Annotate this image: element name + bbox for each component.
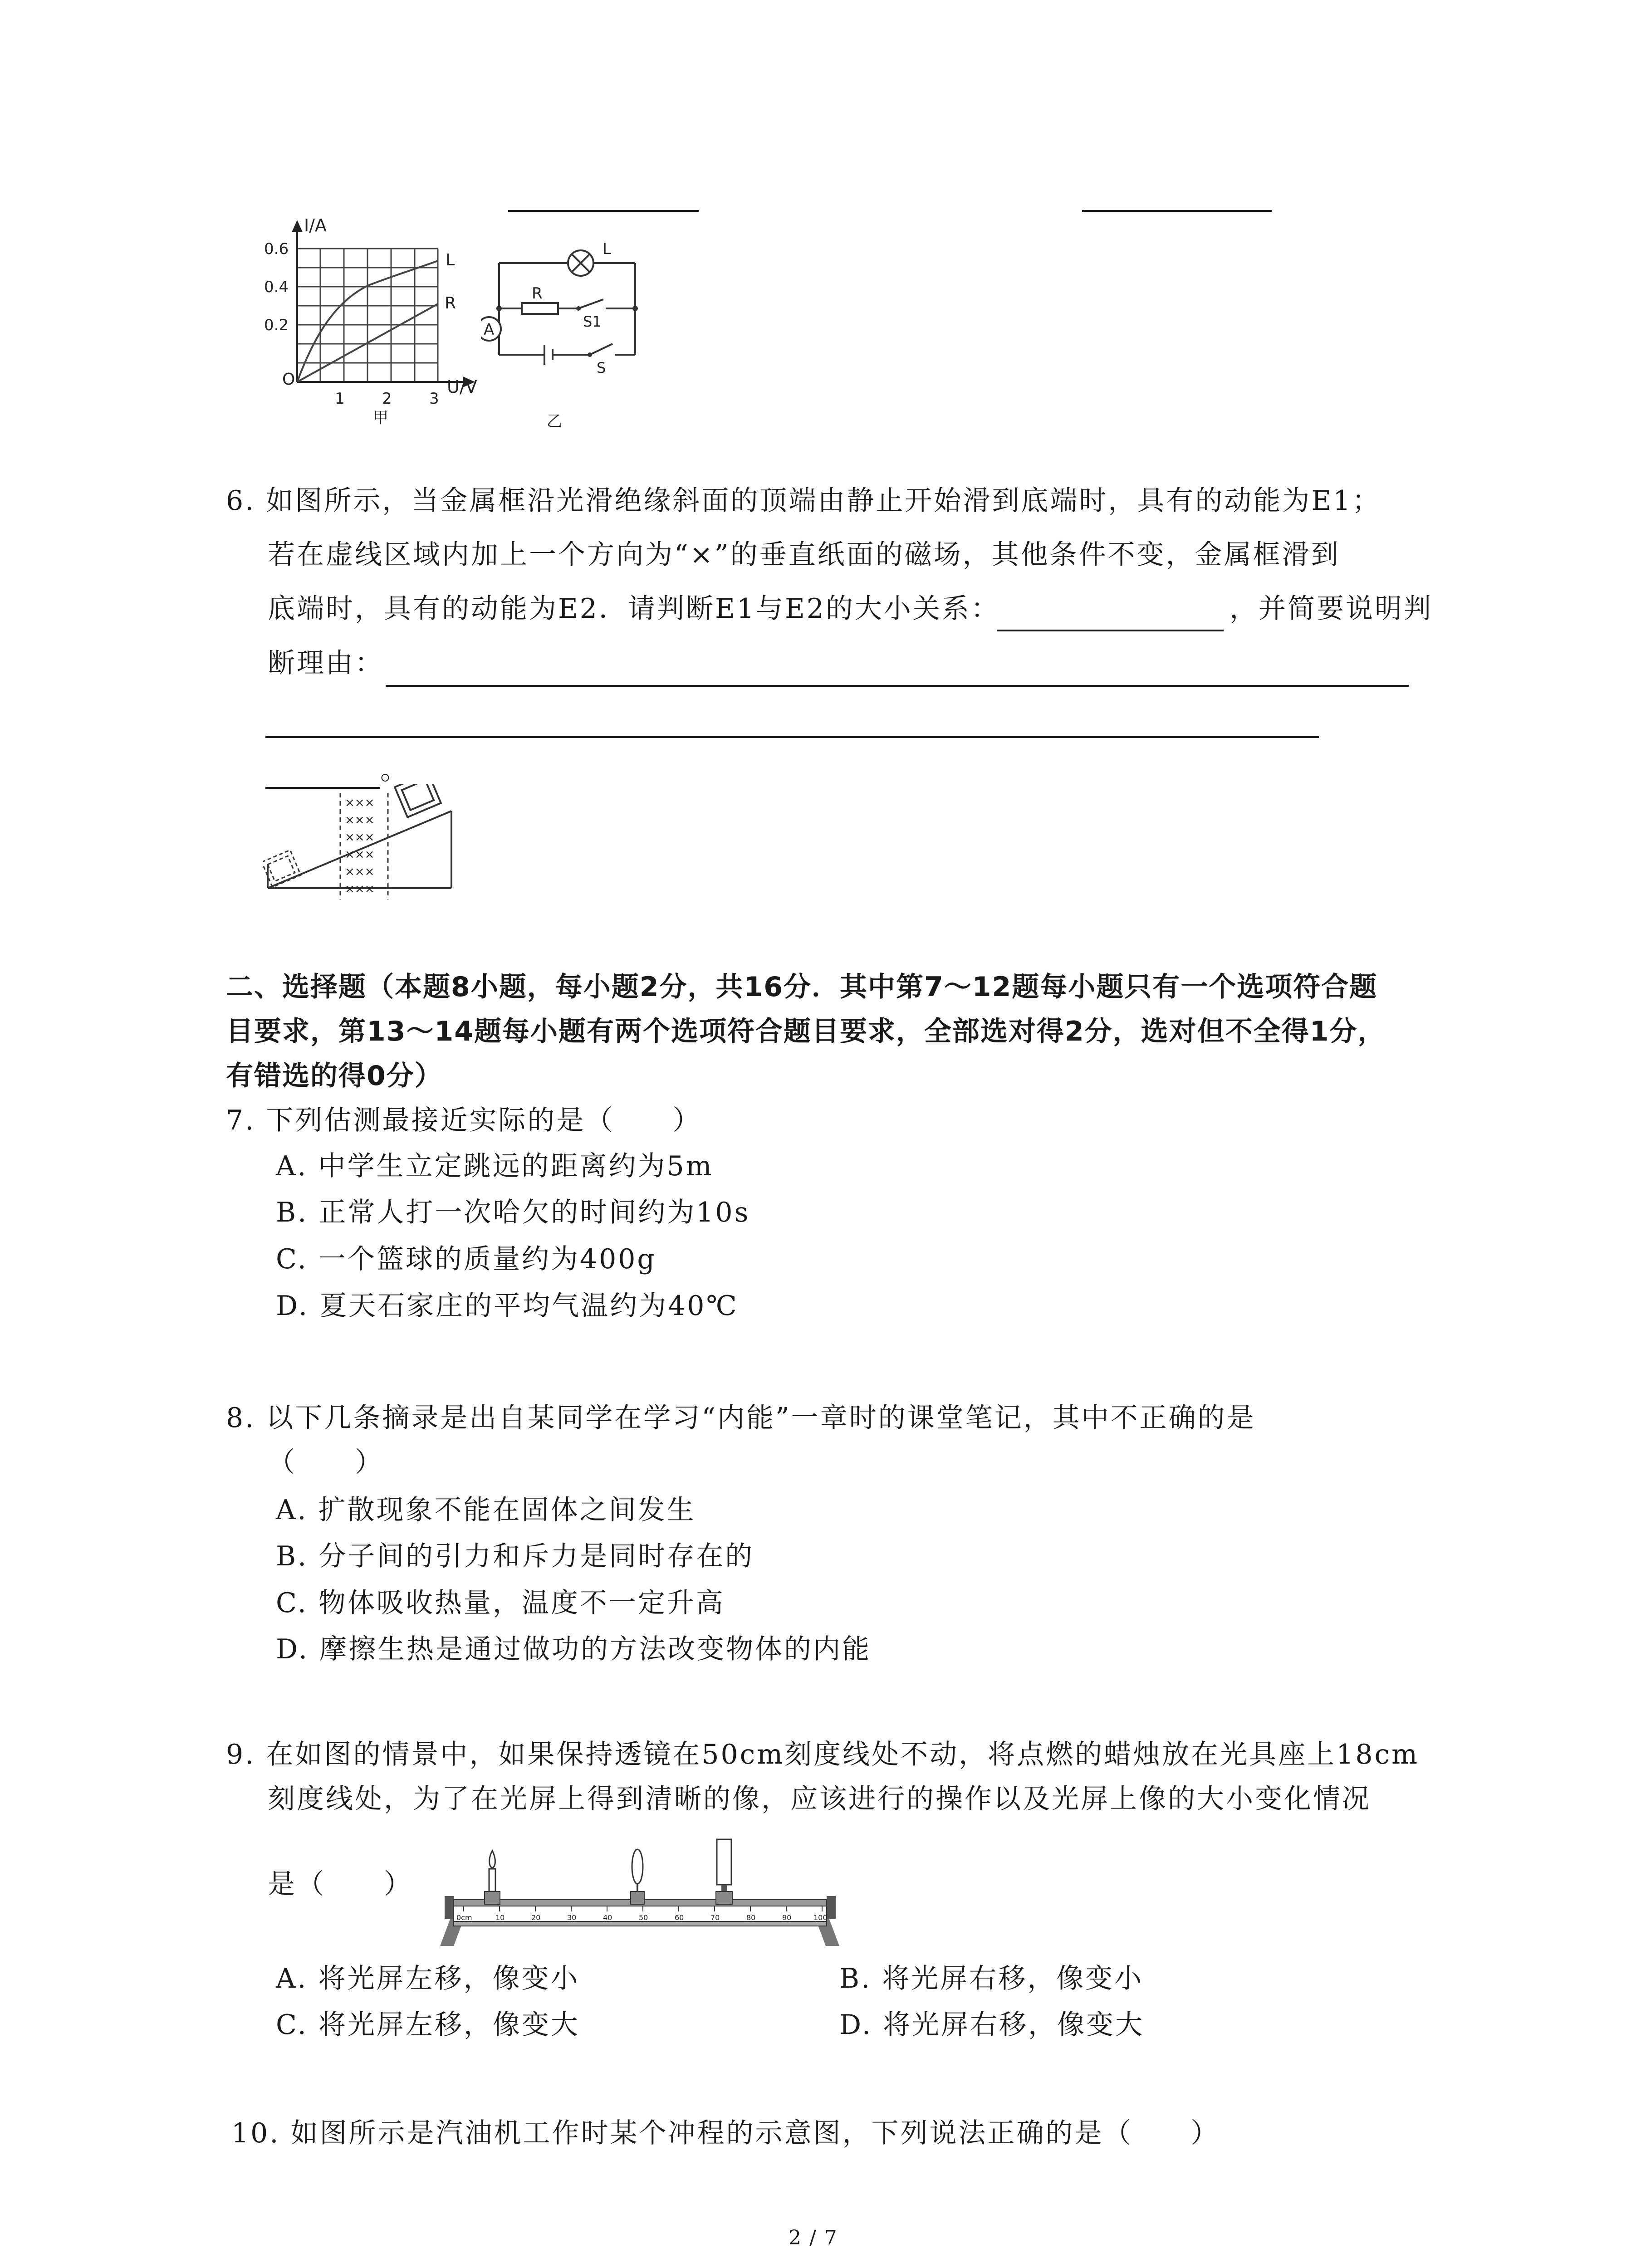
svg-text:×××: ××× (345, 831, 375, 844)
q6-line-1: 6. 如图所示，当金属框沿光滑绝缘斜面的顶端由静止开始滑到底端时，具有的动能为E1； (226, 485, 1381, 517)
q8-option-b: B. 分子间的引力和斥力是同时存在的 (276, 1540, 754, 1572)
graph-caption: 甲 (373, 409, 388, 426)
x-axis-label: U/V (447, 377, 477, 397)
section2-line-1: 二、选择题（本题8小题，每小题2分，共16分．其中第7～12题每小题只有一个选项符合题 (226, 971, 1378, 1003)
q6-reason-blank-2 (265, 736, 1319, 738)
x-tick-label: 2 (382, 390, 392, 408)
page-number: 2 / 7 (789, 2226, 838, 2249)
q6-line-3b: ，并简要说明判 (1230, 593, 1433, 625)
svg-text:20: 20 (531, 1913, 541, 1922)
q7-option-d: D. 夏天石家庄的平均气温约为40℃ (276, 1290, 739, 1322)
svg-text:30: 30 (567, 1913, 577, 1922)
svg-text:40: 40 (603, 1913, 612, 1922)
lens (631, 1849, 644, 1904)
svg-text:×××: ××× (345, 848, 375, 861)
svg-text:60: 60 (675, 1913, 684, 1922)
section2-line-3: 有错选的得0分） (226, 1060, 443, 1092)
q6-line-4: 断理由： (268, 647, 384, 679)
section2-line-2: 目要求，第13～14题每小题有两个选项符合题目要求，全部选对得2分，选对但不全得1分， (226, 1016, 1386, 1047)
q7-option-c: C. 一个篮球的质量约为400g (276, 1243, 656, 1275)
q9-line-1: 9. 在如图的情景中，如果保持透镜在50cm刻度线处不动，将点燃的蜡烛放在光具座上18cm (226, 1739, 1420, 1770)
q8-option-c: C. 物体吸收热量，温度不一定升高 (276, 1587, 725, 1619)
svg-text:100: 100 (813, 1913, 828, 1922)
circuit-caption: 乙 (547, 412, 562, 430)
q9-option-c: C. 将光屏左移，像变大 (276, 2009, 580, 2041)
q6-answer-blank (997, 630, 1224, 631)
x-tick-label: 1 (335, 390, 345, 408)
svg-text:50: 50 (639, 1913, 648, 1922)
curve-r-label: R (445, 294, 456, 313)
q9-option-a: A. 将光屏左移，像变小 (276, 1963, 580, 1994)
svg-text:70: 70 (710, 1913, 720, 1922)
x-tick-label: 3 (429, 390, 439, 408)
ammeter-label: A (484, 321, 495, 339)
svg-text:10: 10 (495, 1913, 505, 1922)
q6-line-6: 。 (380, 754, 409, 786)
svg-text:×××: ××× (345, 865, 375, 879)
q10-stem: 10. 如图所示是汽油机工作时某个冲程的示意图，下列说法正确的是（ ） (231, 2117, 1220, 2149)
incline-figure (263, 784, 458, 902)
answer-blank-1 (508, 210, 699, 212)
resistor-label: R (532, 284, 543, 303)
bulb-label: L (603, 240, 611, 258)
switch-s1-label: S1 (583, 313, 602, 330)
q9-line-3: 是（ ） (268, 1868, 413, 1900)
q9-line-2: 刻度线处，为了在光屏上得到清晰的像，应该进行的操作以及光屏上像的大小变化情况 (268, 1783, 1371, 1815)
origin-label: O (282, 370, 295, 389)
y-axis-label: I/A (304, 215, 327, 235)
y-tick-label: 0.6 (264, 240, 289, 258)
svg-text:80: 80 (746, 1913, 756, 1922)
svg-text:90: 90 (782, 1913, 792, 1922)
y-tick-label: 0.4 (264, 278, 289, 296)
q8-stem: 8. 以下几条摘录是出自某同学在学习“内能”一章时的课堂笔记，其中不正确的是 (226, 1402, 1256, 1434)
q8-option-d: D. 摩擦生热是通过做功的方法改变物体的内能 (276, 1633, 872, 1665)
iu-graph (254, 213, 490, 426)
switch-s-label: S (597, 359, 606, 376)
q8-stem-2: （ ） (268, 1447, 384, 1478)
q6-reason-blank-1 (386, 685, 1409, 687)
q7-option-b: B. 正常人打一次哈欠的时间约为10s (276, 1197, 750, 1228)
q6-line-2: 若在虚线区域内加上一个方向为“×”的垂直纸面的磁场，其他条件不变，金属框滑到 (268, 539, 1340, 571)
q8-option-a: A. 扩散现象不能在固体之间发生 (276, 1494, 696, 1526)
answer-blank-2 (1082, 210, 1272, 212)
q9-option-b: B. 将光屏右移，像变小 (839, 1963, 1144, 1994)
light-screen (716, 1839, 732, 1904)
optical-bench (426, 1828, 853, 1969)
svg-text:×××: ××× (345, 813, 375, 827)
curve-l-label: L (446, 251, 455, 269)
svg-text:×××: ××× (345, 796, 375, 810)
svg-text:0cm: 0cm (456, 1913, 472, 1922)
candle (485, 1851, 500, 1904)
q7-stem: 7. 下列估测最接近实际的是（ ） (226, 1105, 702, 1136)
q9-option-d: D. 将光屏右移，像变大 (839, 2009, 1145, 2041)
q7-option-a: A. 中学生立定跳远的距离约为5m (276, 1150, 714, 1182)
svg-text:×××: ××× (345, 882, 375, 896)
q6-line-3a: 底端时，具有的动能为E2．请判断E1与E2的大小关系： (268, 593, 1000, 625)
y-tick-label: 0.2 (264, 316, 289, 334)
circuit-diagram (481, 236, 653, 431)
